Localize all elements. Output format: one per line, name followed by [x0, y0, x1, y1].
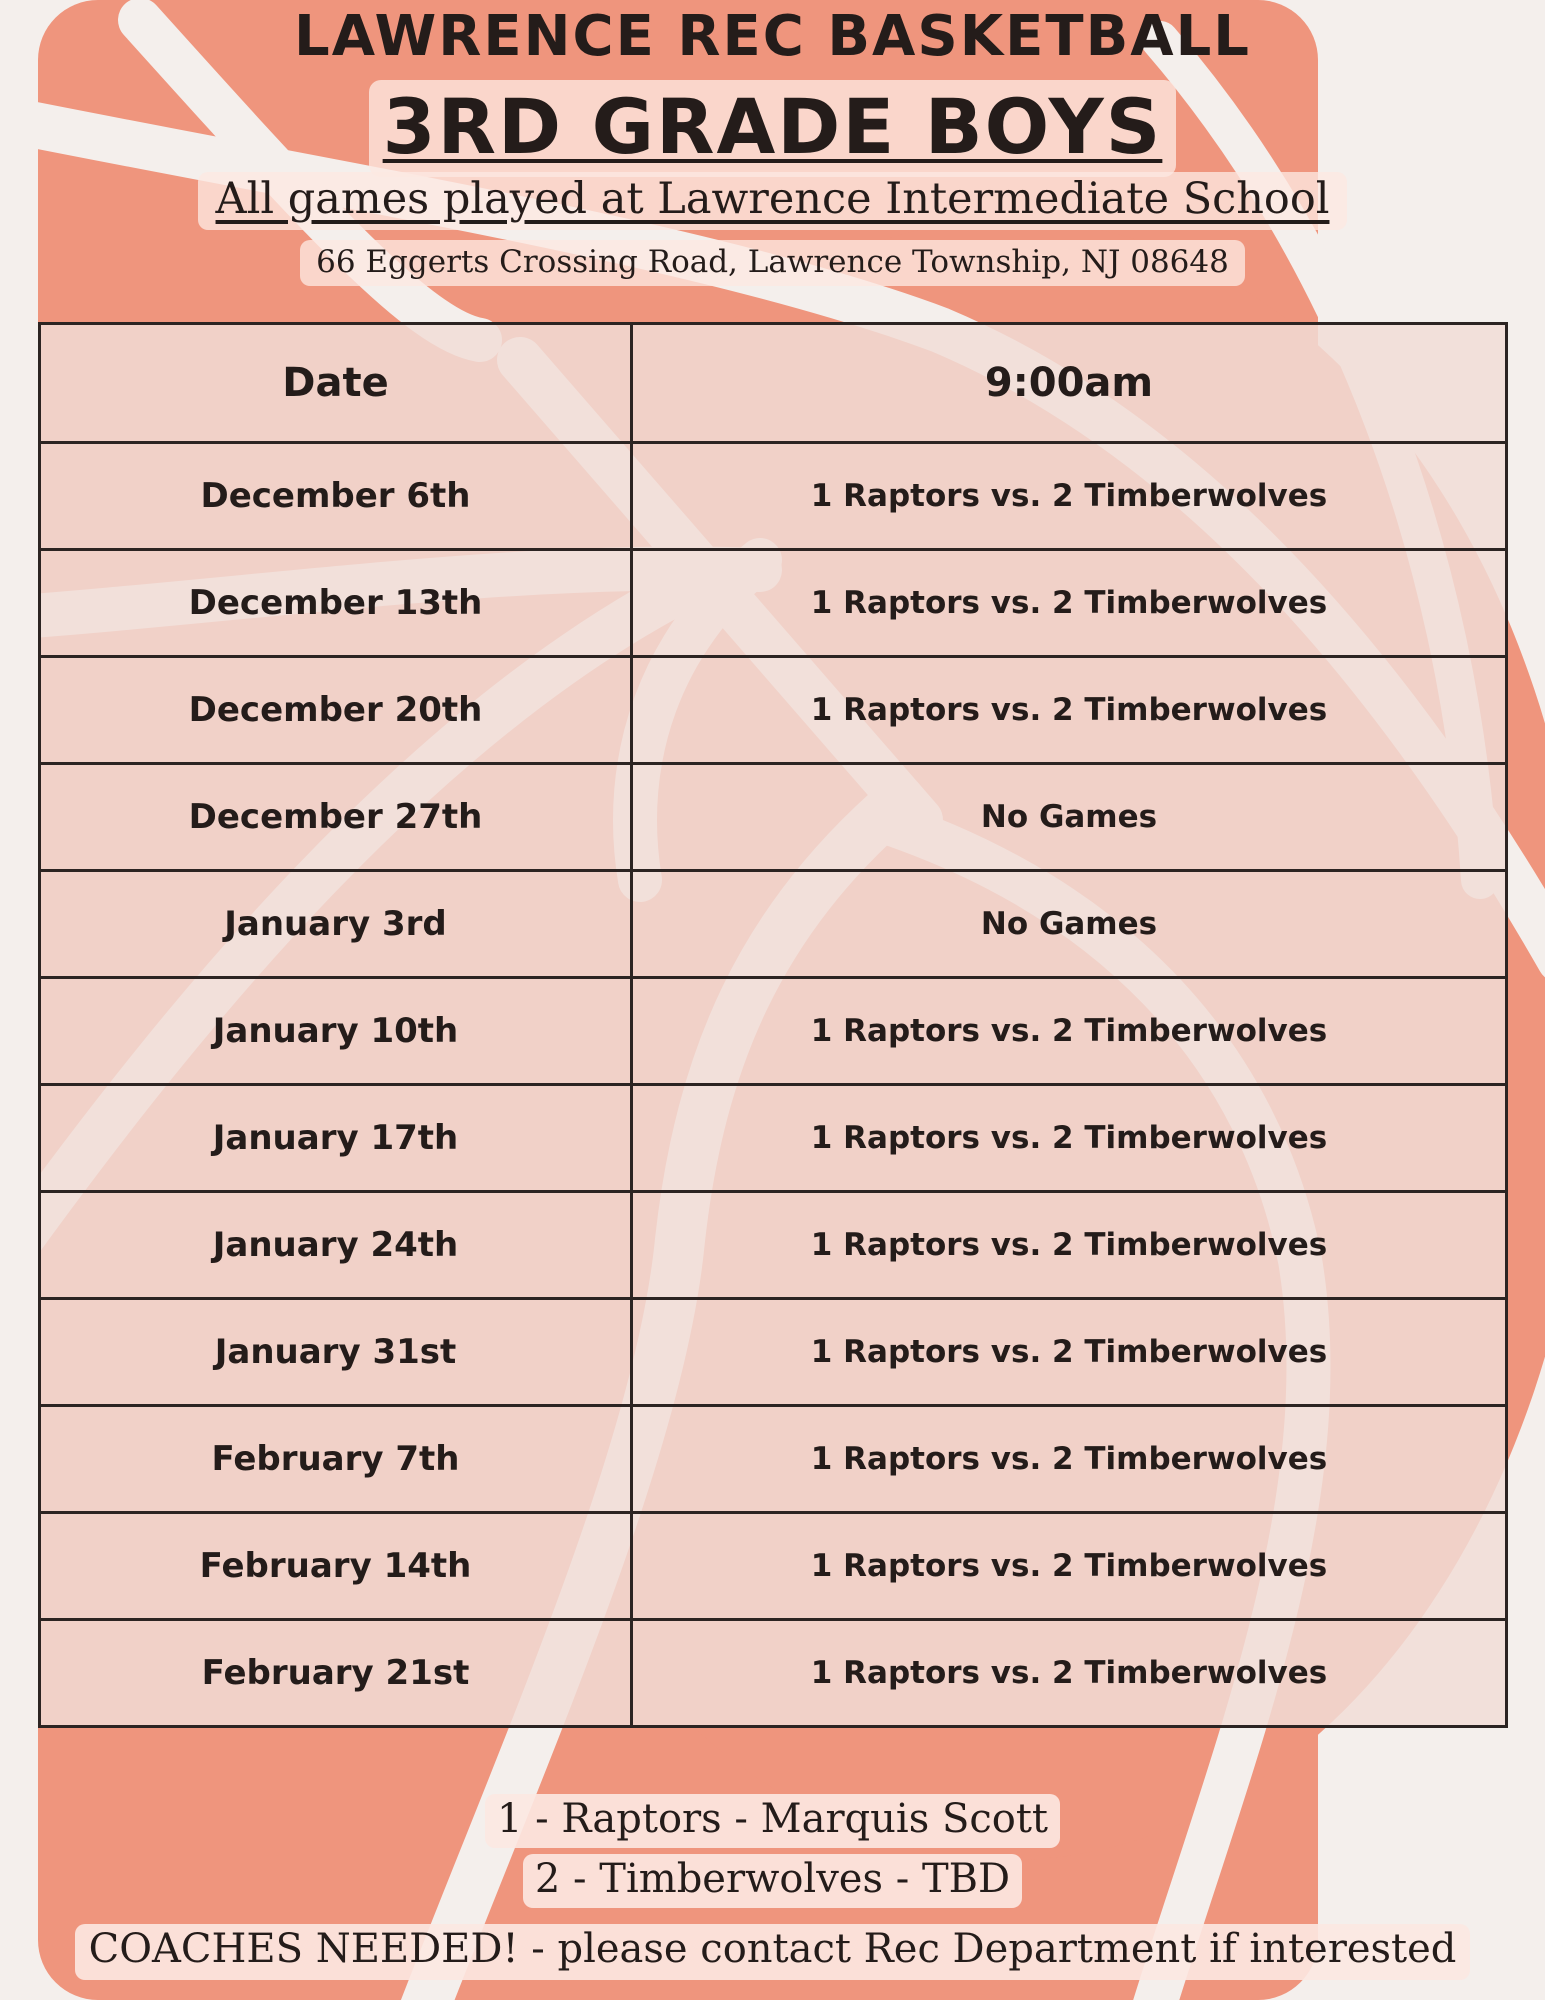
- team-legend-1: [0, 1794, 1545, 1848]
- table-row: [40, 443, 1507, 550]
- league-title: LAWRENCE REC BASKETBALL: [294, 4, 1251, 69]
- team-legend-raptors: 1 - Raptors - Marquis Scott: [485, 1794, 1060, 1848]
- row-date: February 7th: [40, 1406, 632, 1513]
- row-game: 1 Raptors vs. 2 Timberwolves: [632, 978, 1507, 1085]
- row-date: January 31st: [40, 1299, 632, 1406]
- table-row: [40, 1406, 1507, 1513]
- row-game: 1 Raptors vs. 2 Timberwolves: [632, 1299, 1507, 1406]
- row-date: February 14th: [40, 1513, 632, 1620]
- venue-line: All games played at Lawrence Intermediate School: [198, 172, 1348, 230]
- schedule-header-row: [40, 324, 1507, 443]
- row-game: 1 Raptors vs. 2 Timberwolves: [632, 443, 1507, 550]
- division-title: 3RD GRADE BOYS: [369, 80, 1177, 177]
- table-row: [40, 978, 1507, 1085]
- row-date: January 17th: [40, 1085, 632, 1192]
- table-row: [40, 1299, 1507, 1406]
- address-line-wrap: [0, 240, 1545, 286]
- schedule-table: [38, 322, 1508, 1728]
- team-legend-2: [0, 1854, 1545, 1908]
- row-game: 1 Raptors vs. 2 Timberwolves: [632, 1406, 1507, 1513]
- table-row: [40, 764, 1507, 871]
- row-date: December 27th: [40, 764, 632, 871]
- table-row: [40, 1620, 1507, 1727]
- row-date: January 10th: [40, 978, 632, 1085]
- row-date: January 24th: [40, 1192, 632, 1299]
- coaches-needed-notice: COACHES NEEDED! - please contact Rec Department if interested: [75, 1924, 1471, 1980]
- address-line: 66 Eggerts Crossing Road, Lawrence Township, NJ 08648: [300, 240, 1245, 286]
- row-date: December 13th: [40, 550, 632, 657]
- table-row: [40, 871, 1507, 978]
- row-game: 1 Raptors vs. 2 Timberwolves: [632, 657, 1507, 764]
- row-game: 1 Raptors vs. 2 Timberwolves: [632, 1620, 1507, 1727]
- table-row: [40, 550, 1507, 657]
- row-game: 1 Raptors vs. 2 Timberwolves: [632, 1085, 1507, 1192]
- team-legend-timberwolves: 2 - Timberwolves - TBD: [523, 1854, 1022, 1908]
- row-game: 1 Raptors vs. 2 Timberwolves: [632, 1192, 1507, 1299]
- table-row: [40, 1192, 1507, 1299]
- row-game: 1 Raptors vs. 2 Timberwolves: [632, 550, 1507, 657]
- row-game: No Games: [632, 764, 1507, 871]
- time-column-header: 9:00am: [632, 324, 1507, 443]
- table-row: [40, 657, 1507, 764]
- table-row: [40, 1085, 1507, 1192]
- coaches-needed-wrap: [0, 1924, 1545, 1980]
- row-date: January 3rd: [40, 871, 632, 978]
- row-game: 1 Raptors vs. 2 Timberwolves: [632, 1513, 1507, 1620]
- row-date: December 6th: [40, 443, 632, 550]
- row-date: February 21st: [40, 1620, 632, 1727]
- venue-line-wrap: [0, 172, 1545, 230]
- row-game: No Games: [632, 871, 1507, 978]
- row-date: December 20th: [40, 657, 632, 764]
- date-column-header: Date: [40, 324, 632, 443]
- table-row: [40, 1513, 1507, 1620]
- division-title-wrap: [0, 80, 1545, 177]
